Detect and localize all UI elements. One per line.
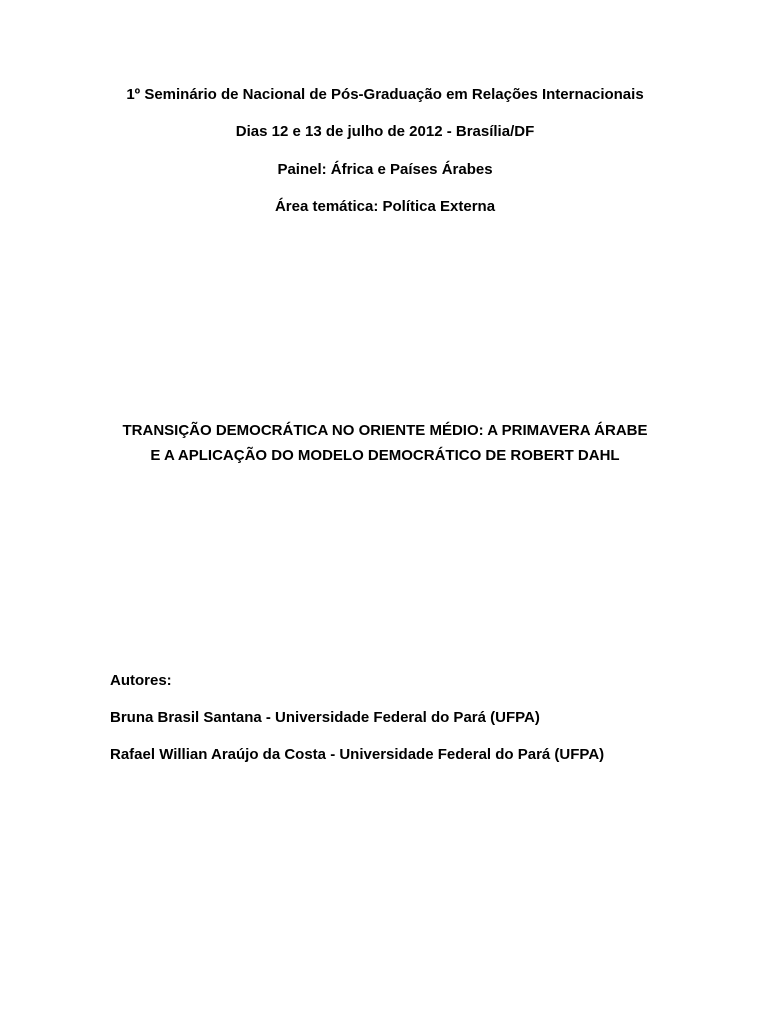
paper-title-line-2: E A APLICAÇÃO DO MODELO DEMOCRÁTICO DE ROBERT DAHL xyxy=(150,447,620,464)
authors-label: Autores: xyxy=(110,672,172,689)
seminar-name: 1º Seminário de Nacional de Pós-Graduação em Relações Internacionais xyxy=(126,86,644,103)
event-dates: Dias 12 e 13 de julho de 2012 - Brasília/DF xyxy=(235,123,535,140)
author-entry: Bruna Brasil Santana - Universidade Federal do Pará (UFPA) xyxy=(110,709,540,726)
panel-name: Painel: África e Países Árabes xyxy=(277,161,493,178)
thematic-area: Área temática: Política Externa xyxy=(274,198,496,215)
author-entry: Rafael Willian Araújo da Costa - Universidade Federal do Pará (UFPA) xyxy=(110,746,605,763)
paper-title-line-1: TRANSIÇÃO DEMOCRÁTICA NO ORIENTE MÉDIO: A PRIMAVERA ÁRABE xyxy=(122,422,648,439)
